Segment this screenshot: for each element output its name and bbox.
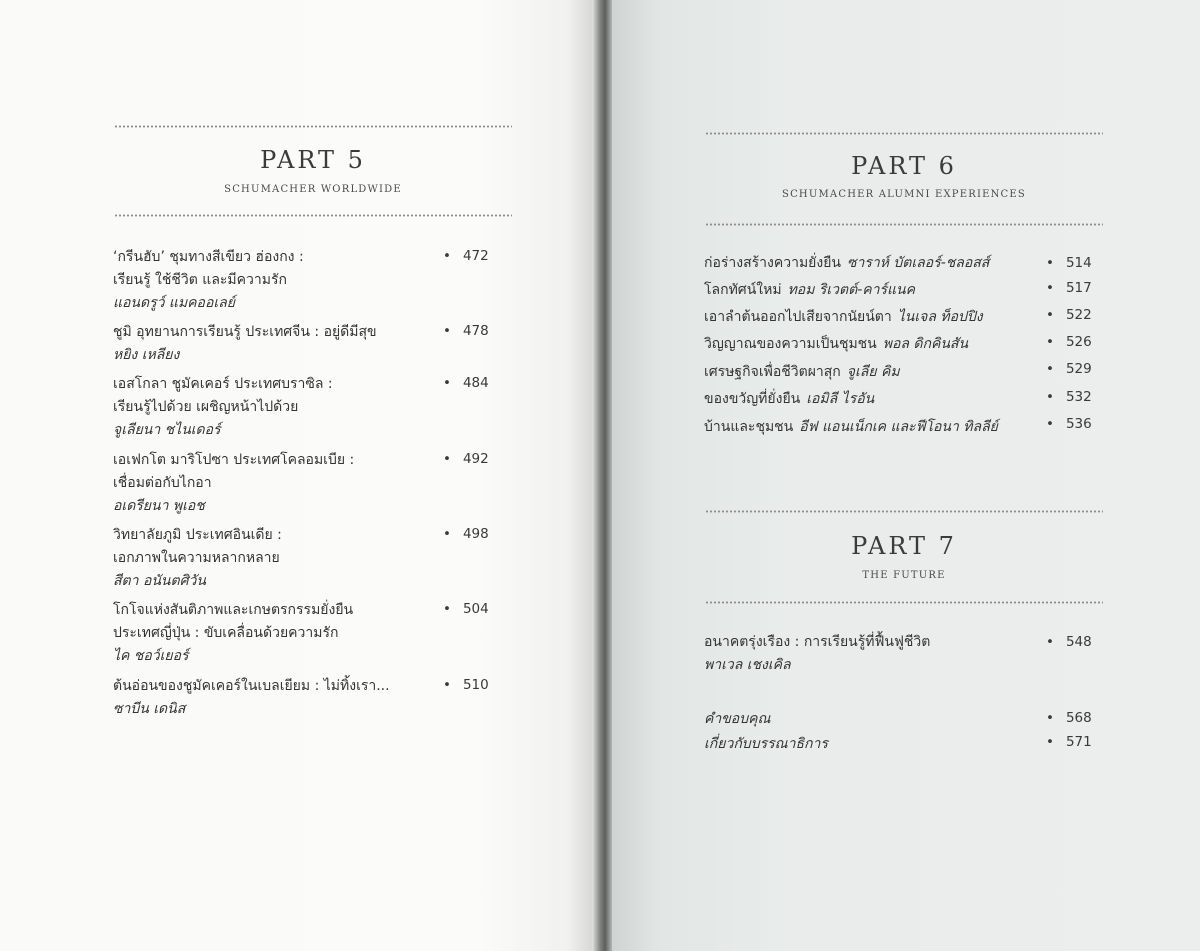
- toc-entry[interactable]: [704, 631, 1104, 677]
- bullet-icon: •: [443, 526, 451, 542]
- page-number: • 510: [443, 677, 489, 693]
- entry-title-line: เอสโกลา ชูมัคเคอร์ ประเทศบราซิล :: [113, 376, 333, 392]
- toc-entry[interactable]: [704, 333, 968, 356]
- page-number: • 571: [1046, 734, 1092, 750]
- bullet-icon: •: [443, 323, 451, 339]
- left-page: [0, 0, 598, 951]
- entry-author: ไนเจล ท็อปปิง: [897, 309, 983, 325]
- bullet-icon: •: [1046, 416, 1054, 432]
- page-number: • 498: [443, 526, 489, 542]
- entry-title: เอาลำต้นออกไปเสียจากนัยน์ตา: [704, 309, 892, 325]
- entry-title-line: ต้นอ่อนของชูมัคเคอร์ในเบลเยียม : ไม่ทิ้งเรา...: [113, 678, 390, 694]
- entry-title-line: อนาคตรุ่งเรือง : การเรียนรู้ที่ฟื้นฟูชีวิต: [704, 634, 931, 650]
- entry-author: ซาบีน เดนิส: [113, 701, 186, 717]
- divider: [705, 131, 1103, 136]
- entry-title-line: เอเฟกโต มาริโปซา ประเทศโคลอมเบีย :: [113, 452, 355, 468]
- toc-entry[interactable]: [113, 524, 513, 593]
- toc-entry[interactable]: [113, 373, 513, 442]
- toc-entry[interactable]: [704, 416, 998, 439]
- entry-title-line: ชูมิ อุทยานการเรียนรู้ ประเทศจีน : อยู่ดีมีสุข: [113, 324, 377, 340]
- entry-title-line: โกโจแห่งสันติภาพและเกษตรกรรมยั่งยืน: [113, 602, 354, 618]
- entry-title: เศรษฐกิจเพื่อชีวิตผาสุก: [704, 364, 841, 380]
- page-number: • 532: [1046, 389, 1092, 405]
- entry-author: อเดรียนา พูเอช: [113, 498, 205, 514]
- entry-title-line: เชื่อมต่อกับไกอา: [113, 475, 212, 491]
- entry-author: ซาราห์ บัตเลอร์-ชลอสส์: [847, 255, 990, 271]
- bullet-icon: •: [1046, 734, 1054, 750]
- divider: [705, 600, 1103, 605]
- toc-entry[interactable]: [704, 279, 915, 302]
- entry-title-line: เรียนรู้ไปด้วย เผชิญหน้าไปด้วย: [113, 399, 299, 415]
- part5-title: PART 5: [260, 146, 366, 174]
- bullet-icon: •: [1046, 255, 1054, 271]
- page-number: • 504: [443, 601, 489, 617]
- entry-title: ของขวัญที่ยั่งยืน: [704, 391, 801, 407]
- entry-author: จูเลีย คิม: [846, 364, 900, 380]
- entry-author: อีฟ แอนเน็กเค และฟีโอนา ทิลลีย์: [799, 419, 998, 435]
- entry-title-line: ประเทศญี่ปุ่น : ขับเคลื่อนด้วยความรัก: [113, 625, 339, 641]
- entry-author: จูเลียนา ชไนเดอร์: [113, 422, 221, 438]
- part5-subtitle: SCHUMACHER WORLDWIDE: [224, 184, 402, 195]
- page-number: • 472: [443, 248, 489, 264]
- entry-title: วิญญาณของความเป็นชุมชน: [704, 336, 877, 352]
- toc-entry[interactable]: [113, 599, 513, 668]
- entry-author: ไค ชอว์เยอร์: [113, 648, 189, 664]
- toc-entry-acknowledgements[interactable]: [704, 708, 770, 731]
- bullet-icon: •: [1046, 389, 1054, 405]
- entry-title: โลกทัศน์ใหม่: [704, 282, 782, 298]
- part6-subtitle: SCHUMACHER ALUMNI EXPERIENCES: [782, 189, 1026, 200]
- entry-title-line: เอกภาพในความหลากหลาย: [113, 550, 280, 566]
- entry-title-line: ‘กรีนฮับ’ ชุมทางสีเขียว ฮ่องกง :: [113, 249, 304, 265]
- entry-author: สีตา อนันตศิวัน: [113, 573, 206, 589]
- bullet-icon: •: [1046, 334, 1054, 350]
- entry-author: พอล ดิกคินสัน: [882, 336, 969, 352]
- page-number: • 568: [1046, 710, 1092, 726]
- entry-title: เกี่ยวกับบรรณาธิการ: [704, 736, 828, 752]
- entry-author: พาเวล เชงเคิล: [704, 657, 791, 673]
- page-number: • 492: [443, 451, 489, 467]
- part6-title: PART 6: [851, 152, 957, 180]
- bullet-icon: •: [443, 451, 451, 467]
- bullet-icon: •: [1046, 710, 1054, 726]
- page-number: • 478: [443, 323, 489, 339]
- divider: [705, 509, 1103, 514]
- page-number: • 484: [443, 375, 489, 391]
- page-number: • 514: [1046, 255, 1092, 271]
- entry-author: หยิง เหลียง: [113, 347, 180, 363]
- entry-title-line: วิทยาลัยภูมิ ประเทศอินเดีย :: [113, 527, 282, 543]
- divider: [705, 222, 1103, 227]
- toc-entry[interactable]: [113, 675, 513, 721]
- page-number: • 548: [1046, 634, 1092, 650]
- divider: [114, 213, 512, 218]
- toc-entry[interactable]: [704, 252, 989, 275]
- right-page: [612, 0, 1200, 951]
- entry-author: แอนดรูว์ แมคออเลย์: [113, 295, 235, 311]
- page-number: • 536: [1046, 416, 1092, 432]
- toc-entry[interactable]: [113, 449, 513, 518]
- bullet-icon: •: [1046, 634, 1054, 650]
- part7-title: PART 7: [851, 532, 957, 560]
- page-number: • 522: [1046, 307, 1092, 323]
- bullet-icon: •: [1046, 361, 1054, 377]
- entry-author: ทอม ริเวตต์-คาร์แนค: [787, 282, 915, 298]
- page-number: • 529: [1046, 361, 1092, 377]
- bullet-icon: •: [443, 677, 451, 693]
- divider: [114, 124, 512, 129]
- toc-entry[interactable]: [113, 321, 513, 367]
- page-number: • 517: [1046, 280, 1092, 296]
- entry-author: เอมิลี ไรอัน: [806, 391, 875, 407]
- bullet-icon: •: [443, 601, 451, 617]
- entry-title: บ้านและชุมชน: [704, 419, 794, 435]
- entry-title: คำขอบคุณ: [704, 711, 771, 727]
- bullet-icon: •: [443, 375, 451, 391]
- bullet-icon: •: [1046, 307, 1054, 323]
- toc-entry[interactable]: [704, 361, 900, 384]
- toc-entry[interactable]: [704, 388, 874, 411]
- toc-entry[interactable]: [113, 246, 513, 315]
- part7-subtitle: THE FUTURE: [862, 570, 946, 581]
- entry-title-line: เรียนรู้ ใช้ชีวิต และมีความรัก: [113, 272, 287, 288]
- bullet-icon: •: [1046, 280, 1054, 296]
- toc-entry[interactable]: [704, 306, 983, 329]
- bullet-icon: •: [443, 248, 451, 264]
- entry-title: ก่อร่างสร้างความยั่งยืน: [704, 255, 841, 271]
- page-number: • 526: [1046, 334, 1092, 350]
- toc-entry-about-editors[interactable]: [704, 733, 828, 756]
